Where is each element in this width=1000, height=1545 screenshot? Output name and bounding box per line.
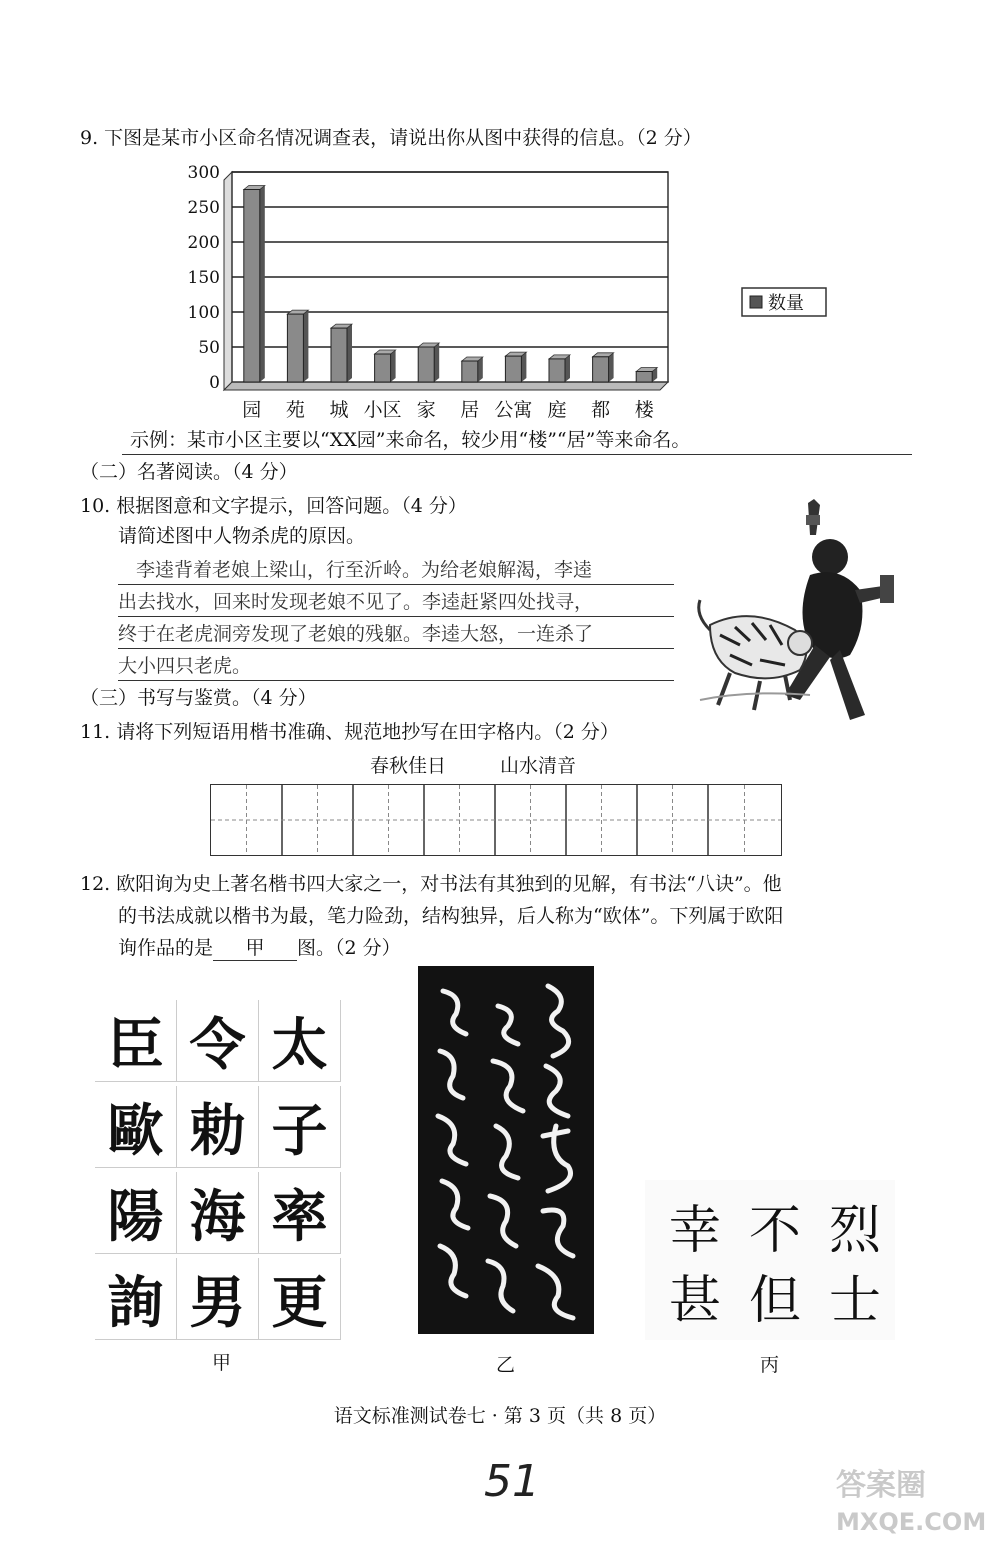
- chart-y-tick-label: 150: [187, 268, 220, 288]
- chart-bar: [244, 190, 260, 383]
- q12-line3-pre: 询作品的是: [118, 937, 214, 959]
- chart-bar: [505, 356, 521, 382]
- chart-x-tick-label: 小区: [363, 399, 402, 421]
- jia-char: 太: [259, 1000, 341, 1082]
- jia-char: 歐: [95, 1086, 177, 1168]
- q10-prompt: 请简述图中人物杀虎的原因。: [118, 525, 366, 547]
- li-kui-tiger-illustration: [690, 495, 900, 730]
- jia-char: 子: [259, 1086, 341, 1168]
- jia-char: 陽: [95, 1172, 177, 1254]
- q10-text: 10. 根据图意和文字提示，回答问题。（4 分）: [80, 495, 467, 517]
- calligraphy-bing: [645, 1180, 895, 1340]
- chart-bar: [418, 347, 434, 382]
- page-footer: 语文标准测试卷七 · 第 3 页（共 8 页）: [333, 1405, 667, 1427]
- caption-yi: 乙: [496, 1354, 516, 1376]
- chart-bar: [331, 328, 347, 382]
- chart-x-tick-label: 都: [591, 399, 611, 421]
- q11-phrase-2: 山水清音: [500, 755, 577, 777]
- chart-x-tick-label: 园: [242, 399, 262, 421]
- chart-x-tick-label: 公寓: [494, 399, 533, 421]
- jia-char: 更: [259, 1258, 341, 1340]
- watermark-url: MXQE.COM: [836, 1508, 987, 1536]
- bing-char: 甚: [668, 1270, 721, 1331]
- q10-answer-line-2: [118, 590, 674, 617]
- q12-answer: 甲: [245, 937, 265, 959]
- chart-bar: [593, 357, 609, 382]
- q9-example-text: 示例：某市小区主要以“XX园”来命名，较少用“楼”“居”等来命名。: [130, 429, 691, 451]
- jia-char: 詢: [95, 1258, 177, 1340]
- chart-floor: [224, 382, 668, 390]
- chart-y-tick-label: 0: [209, 373, 220, 393]
- calligraphy-jia: [95, 1000, 345, 1340]
- jia-char: 海: [177, 1172, 259, 1254]
- tianzige-grid[interactable]: [210, 784, 782, 856]
- q12-line-3: [118, 936, 401, 961]
- chart-y-tick-label: 250: [187, 198, 220, 218]
- chart-x-tick-label: 楼: [634, 399, 654, 421]
- jia-char: 勅: [177, 1086, 259, 1168]
- jia-char: 臣: [95, 1000, 177, 1082]
- q10-answer-text-2: 出去找水，回来时发现老娘不见了。李逵赶紧四处找寻，: [118, 591, 594, 613]
- chart-x-tick-label: 苑: [285, 399, 305, 421]
- bar-chart-svg: [180, 160, 860, 422]
- q10-answer-text-4: 大小四只老虎。: [118, 655, 252, 677]
- chart-bar-side: [434, 343, 439, 382]
- q10-answer-text-3: 终于在老虎洞旁发现了老娘的残躯。李逵大怒，一连杀了: [118, 623, 594, 645]
- q12-answer-blank[interactable]: [213, 936, 297, 961]
- q10-answer-line-3: [118, 622, 674, 649]
- q10-answer-line-1: [118, 558, 674, 585]
- chart-bar: [636, 372, 652, 383]
- q10-answer-line-4: [118, 654, 674, 681]
- chart-y-tick-label: 100: [187, 303, 220, 323]
- bing-char: 但: [748, 1270, 801, 1331]
- chart-bar: [287, 314, 303, 382]
- jia-char: 令: [177, 1000, 259, 1082]
- bing-char: 幸: [668, 1200, 721, 1261]
- q12-line-1: 12. 欧阳询为史上著名楷书四大家之一，对书法有其独到的见解，有书法“八诀”。他: [80, 873, 782, 895]
- chart-x-tick-label: 居: [460, 399, 480, 421]
- chart-legend-swatch: [750, 296, 762, 308]
- chart-bar-side: [609, 353, 614, 382]
- chart-x-tick-label: 家: [416, 399, 436, 421]
- q12-line-2: 的书法成就以楷书为最，笔力险劲，结构独异，后人称为“欧体”。下列属于欧阳: [118, 905, 784, 927]
- watermark-text: 答案圈: [836, 1468, 926, 1503]
- chart-bar-side: [303, 310, 308, 382]
- jia-char: 率: [259, 1172, 341, 1254]
- bing-char: 士: [828, 1270, 881, 1331]
- chart-bar: [549, 359, 565, 382]
- caption-jia: 甲: [212, 1352, 232, 1374]
- section3-heading: （三）书写与鉴赏。（4 分）: [80, 687, 317, 709]
- chart-bar-side: [521, 352, 526, 382]
- handwritten-page-number: 51: [484, 1456, 540, 1507]
- bing-char: 烈: [828, 1200, 881, 1261]
- chart-bar-side: [391, 350, 396, 382]
- q10-answer-text-1: 李逵背着老娘上梁山，行至沂岭。为给老娘解渴，李逵: [136, 559, 593, 581]
- chart-bar-side: [260, 186, 265, 383]
- chart-side-wall: [224, 172, 232, 390]
- chart-bar: [462, 361, 478, 382]
- q9-text: 9. 下图是某市小区命名情况调查表，请说出你从图中获得的信息。（2 分）: [80, 127, 702, 149]
- jia-char: 男: [177, 1258, 259, 1340]
- q12-line3-post: 图。（2 分）: [297, 937, 401, 959]
- chart-y-tick-label: 200: [187, 233, 220, 253]
- chart-y-tick-label: 50: [198, 338, 220, 358]
- caption-bing: 丙: [760, 1354, 780, 1376]
- chart-bar-side: [565, 355, 570, 382]
- bar-chart: [180, 160, 860, 422]
- q11-phrase-1: 春秋佳日: [370, 755, 447, 777]
- chart-x-tick-label: 城: [329, 399, 349, 421]
- chart-x-tick-label: 庭: [547, 399, 567, 421]
- q11-text: 11. 请将下列短语用楷书准确、规范地抄写在田字格内。（2 分）: [80, 721, 619, 743]
- section2-heading: （二）名著阅读。（4 分）: [80, 461, 298, 483]
- chart-legend-label: 数量: [768, 293, 804, 314]
- watermark: [836, 1460, 986, 1540]
- chart-y-tick-label: 300: [187, 163, 220, 183]
- bing-char: 不: [748, 1200, 801, 1261]
- calligraphy-yi: [418, 966, 594, 1334]
- chart-bar: [375, 354, 391, 382]
- q9-example: [122, 428, 912, 455]
- chart-bar-side: [347, 324, 352, 382]
